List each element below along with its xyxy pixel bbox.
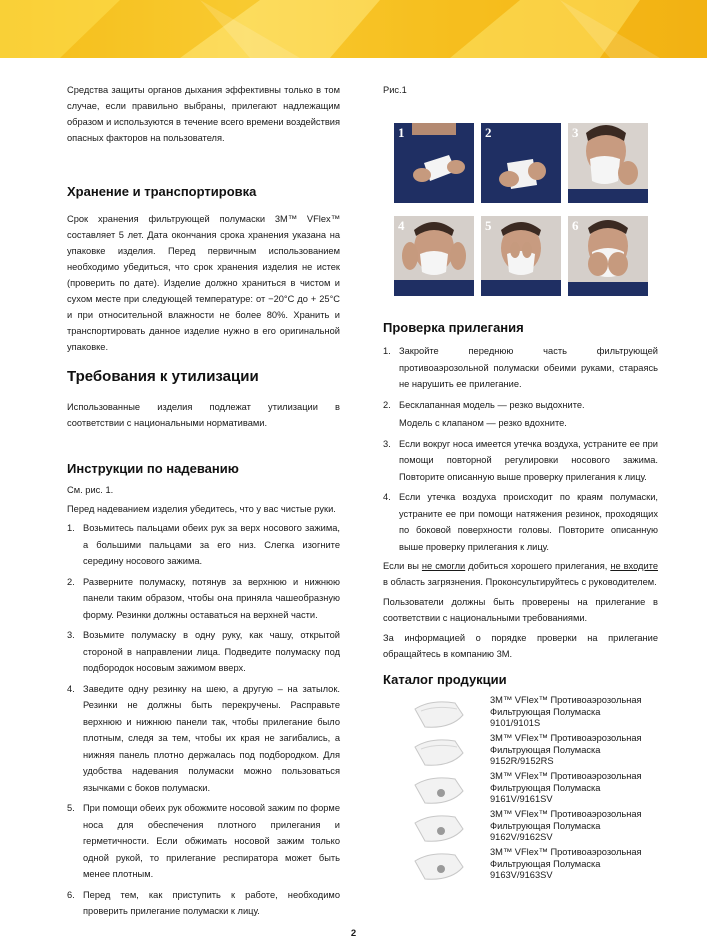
respirator-icon: [411, 773, 467, 807]
list-item: 2. Разверните полумаску, потянув за верхнюю и нижнюю панели таким образом, чтобы она приняла чашеобразную форму. Резинки должны оставаться на верхней части.: [67, 576, 340, 620]
right-column: [383, 82, 658, 885]
storage-heading: Хранение и транспортировка: [67, 184, 257, 199]
list-item: 2. Бесклапанная модель — резко выдохните. Модель с клапаном — резко вдохните.: [383, 399, 585, 428]
photo-illustration: [394, 123, 474, 203]
list-item: 6. Перед тем, как приступить к работе, необходимо проверить прилегание полумаски к лицу.: [67, 889, 340, 916]
figure-label: 1: [398, 125, 405, 140]
left-column: [67, 82, 340, 920]
page-number: 2: [350, 928, 357, 939]
fitcheck-steps: [383, 343, 658, 555]
banner-pattern: [0, 0, 707, 58]
photo-illustration: [568, 123, 648, 203]
catalog-item: [383, 733, 658, 771]
photo-illustration: [481, 216, 561, 296]
figure-label: 2: [485, 125, 492, 140]
photo-illustration: [394, 216, 474, 296]
donning-heading: Инструкции по надеванию: [67, 461, 239, 476]
respirator-icon: [411, 735, 467, 769]
header-banner: [0, 0, 707, 58]
catalog-item: [383, 847, 658, 885]
figure-label: 3: [572, 125, 579, 140]
figure-caption: Рис.1: [383, 85, 407, 95]
list-item: 3. Если вокруг носа имеется утечка воздуха, устраните ее при помощи повторной регулировки носового зажима. Повторите описанную выше проверку прилегания к лицу.: [383, 438, 658, 482]
photo-illustration: [481, 123, 561, 203]
donning-steps: [67, 520, 340, 920]
list-item: 1. Возьмитесь пальцами обеих рук за верх носового зажима, а большими пальцами за его низ. Слегка изогните середину носового зажима.: [67, 523, 340, 566]
list-item: 4. Если утечка воздуха происходит по краям полумаски, устраните ее при помощи натяжения резинок, проходящих по боковой поверхности головы. Повторите описанную выше проверку прилегания к лицу.: [383, 492, 658, 552]
fitcheck-note-2: За информацией о порядке проверки на прилегание обращайтесь в компанию 3M.: [383, 633, 658, 659]
donning-figure: [383, 106, 658, 286]
photo-illustration: [568, 216, 648, 296]
catalog-item: [383, 809, 658, 847]
catalog-list: [383, 695, 658, 885]
respirator-icon: [411, 811, 467, 845]
respirator-icon: [411, 697, 467, 731]
catalog-item-text: 3M™ VFlex™ Противоаэрозольная Фильтрующая Полумаска 9162V/9162SV: [490, 809, 642, 843]
disposal-heading: Требования к утилизации: [67, 368, 259, 385]
catalog-item: [383, 695, 658, 733]
respirator-icon: [411, 849, 467, 883]
catalog-item: [383, 771, 658, 809]
catalog-item-text: 3M™ VFlex™ Противоаэрозольная Фильтрующая Полумаска 9101/9101S: [490, 695, 642, 729]
figure-photo-2: [481, 123, 561, 203]
fitcheck-note-1: Пользователи должны быть проверены на прилегание в соответствии с национальными требованиями.: [383, 597, 658, 623]
disposal-paragraph: Использованные изделия подлежат утилизации в соответствии с национальными нормативами.: [67, 402, 340, 428]
list-item: 3. Возьмите полумаску в одну руку, как чашу, открытой стороной в направлении лица. Подведите полумаску под подбородок носовым зажимом вверх.: [67, 630, 340, 673]
figure-label: 5: [485, 218, 492, 233]
intro-paragraph: Средства защиты органов дыхания эффективны только в том случае, если правильно выбраны, прилегают надлежащим образом и используются в течение всего времени воздействия опасных факторов на пользователя.: [67, 85, 340, 143]
figure-photo-1: [394, 123, 474, 203]
list-item: 4. Заведите одну резинку на шею, а другую – на затылок. Резинки не должны быть перекручены. Расправьте верхнюю и нижнюю панели так, чтобы прилегание было плотным, следя за тем, чтобы их края не загибались, а нижняя панель плотно держалась под подбородком. Для удобства надевания полумаски можно пользоваться язычками с боков полумаски.: [67, 683, 340, 793]
figure-label: 4: [398, 218, 405, 233]
fitcheck-heading: Проверка прилегания: [383, 320, 524, 335]
catalog-heading: Каталог продукции: [383, 672, 507, 687]
donning-intro: Перед надеванием изделия убедитесь, что у вас чистые руки.: [67, 504, 336, 514]
catalog-item-text: 3M™ VFlex™ Противоаэрозольная Фильтрующая Полумаска 9152R/9152RS: [490, 733, 642, 767]
figure-photo-5: [481, 216, 561, 296]
donning-see-ref: См. рис. 1.: [67, 485, 114, 495]
figure-photo-4: [394, 216, 474, 296]
catalog-item-text: 3M™ VFlex™ Противоаэрозольная Фильтрующая Полумаска 9161V/9161SV: [490, 771, 642, 805]
figure-photo-3: [568, 123, 648, 203]
fitcheck-failure-note: Если вы не смогли добиться хорошего прилегания, не входите в область загрязнения. Проконсультируйтесь с руководителем.: [383, 561, 658, 587]
figure-label: 6: [572, 218, 579, 233]
storage-paragraph: Срок хранения фильтрующей полумаски 3M™ VFlex™ составляет 5 лет. Дата окончания срока хранения указана на упаковке изделия. Перед первичным использованием необходимо убедиться, что срок хранения изделия не истек (проверить по дате). Изделие должно храниться в чистом и сухом месте при следующей температуре: от −20°С до + 25°С и при относительной влажности не более 80%. Хранить и транспортировать данное изделие нужно в его оригинальной упаковке.: [67, 214, 340, 352]
list-item: 1. Закройте переднюю часть фильтрующей противоаэрозольной полумаски обеими руками, стараясь не нарушить ее прилегание.: [383, 346, 658, 389]
catalog-item-text: 3M™ VFlex™ Противоаэрозольная Фильтрующая Полумаска 9163V/9163SV: [490, 847, 642, 881]
list-item: 5. При помощи обеих рук обожмите носовой зажим по форме носа для обеспечения плотного прилегания и герметичности. Если обжимать носовой зажим только одной рукой, то прилегание респиратора может быть менее плотным.: [67, 803, 340, 879]
figure-photo-6: [568, 216, 648, 296]
